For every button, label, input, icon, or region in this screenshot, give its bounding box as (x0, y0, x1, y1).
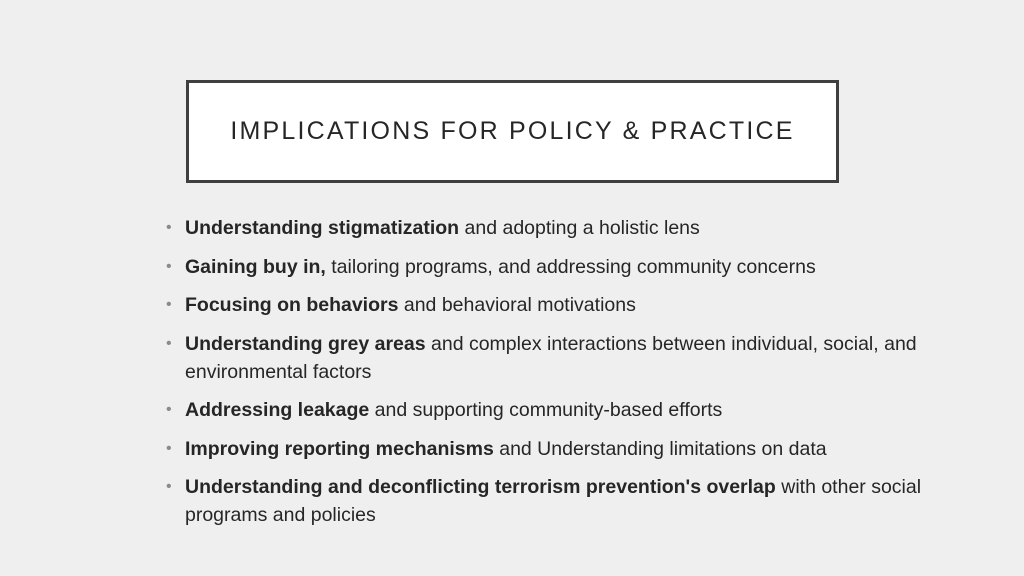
bullet-item (163, 291, 923, 319)
bullet-item (163, 396, 923, 424)
bullet-text: and Understanding limitations on data (493, 437, 827, 460)
bullet-dot-icon: • (166, 296, 172, 313)
bullet-text: and adopting a holistic lens (459, 217, 700, 239)
bullet-bold-text: Understanding and deconflicting terrorism prevention's overlap (185, 476, 776, 498)
bullet-text: and behavioral motivations (398, 294, 636, 316)
bullet-text: tailoring programs, and addressing community concerns (325, 255, 816, 278)
bullet-item (163, 214, 923, 242)
bullet-item (163, 435, 923, 463)
bullet-bold-text: Addressing leakage (185, 399, 370, 421)
bullet-text: and complex interactions between individual, social, and environmental factors (185, 332, 917, 383)
bullet-dot-icon: • (166, 334, 172, 352)
bullet-dot-icon: • (166, 219, 172, 236)
bullet-dot-icon: • (166, 478, 172, 495)
bullet-bold-text: Improving reporting mechanisms (185, 437, 494, 460)
bullet-dot-icon: • (166, 401, 172, 418)
bullet-dot-icon: • (166, 439, 172, 457)
bullet-text: and supporting community-based efforts (369, 399, 723, 421)
bullet-bold-text: Understanding grey areas (185, 332, 426, 355)
bullet-item (163, 330, 923, 386)
bullet-item (163, 473, 923, 529)
bullet-dot-icon: • (166, 257, 172, 275)
bullet-bold-text: Gaining buy in, (185, 255, 326, 278)
bullet-item (163, 253, 923, 281)
bullet-text: with other social programs and policies (185, 476, 922, 526)
bullet-bold-text: Understanding stigmatization (185, 217, 460, 239)
bullet-bold-text: Focusing on behaviors (185, 294, 399, 316)
slide-title: IMPLICATIONS FOR POLICY & PRACTICE (230, 117, 795, 145)
bullet-list (163, 214, 923, 540)
title-box (186, 80, 839, 183)
